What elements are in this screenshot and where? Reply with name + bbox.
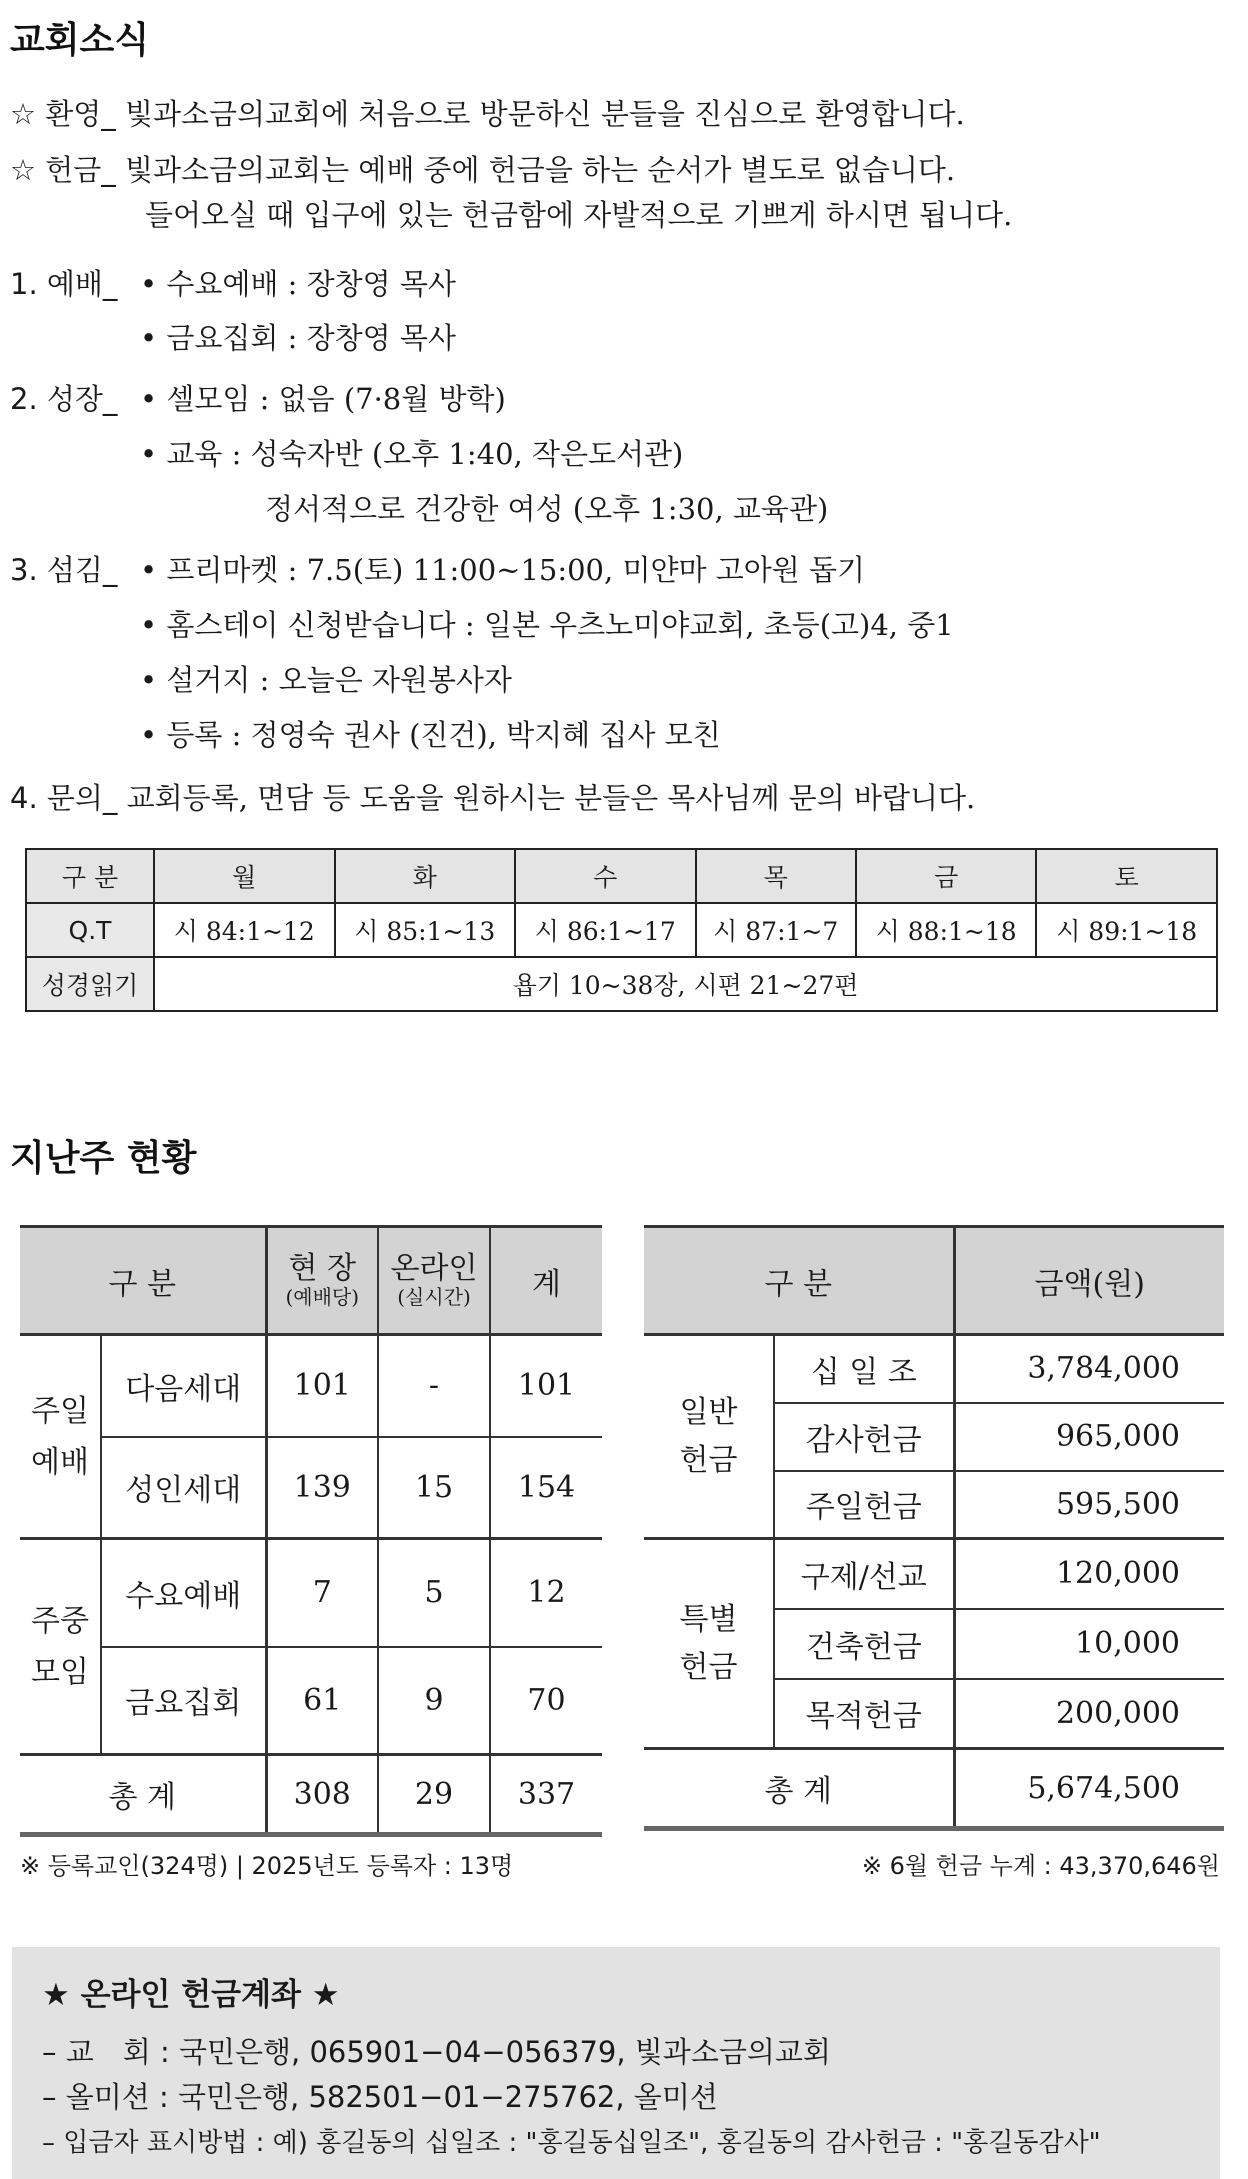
offering-row-name: 주일헌금 (774, 1471, 954, 1539)
qt-cell: 시 88:1~18 (856, 903, 1037, 957)
welcome-label: ☆ 환영_ (10, 97, 116, 131)
header-sub: (예배당) (285, 1285, 360, 1310)
news-item-line: • 금요집회 : 장창영 목사 (140, 321, 456, 355)
offering-text-2: 들어오실 때 입구에 있는 헌금함에 자발적으로 기쁘게 하시면 됩니다. (145, 198, 1013, 232)
qt-cell: 시 89:1~18 (1036, 903, 1217, 957)
attendance-onsite: 101 (266, 1335, 378, 1437)
attendance-row-name: 금요집회 (101, 1647, 266, 1755)
bible-cell: 욥기 10~38장, 시편 21~27편 (154, 957, 1217, 1011)
offering-label: ☆ 헌금_ (10, 153, 116, 187)
news-item-label: 1. 예배_ (10, 267, 118, 301)
news-item-label: 2. 성장_ (10, 382, 118, 416)
news-item-line: • 프리마켓 : 7.5(토) 11:00~15:00, 미얀마 고아원 돕기 (140, 553, 865, 587)
news-item-line: • 셀모임 : 없음 (7·8월 방학) (140, 382, 506, 416)
attendance-total: 12 (490, 1539, 602, 1647)
qt-cell: 시 86:1~17 (515, 903, 696, 957)
offering-group-general: 일반 헌금 (644, 1335, 774, 1539)
offering-header-amount: 금액(원) (954, 1227, 1224, 1335)
attendance-header-onsite (266, 1227, 378, 1335)
qt-cell: 시 87:1~7 (696, 903, 856, 957)
attendance-row-name: 다음세대 (101, 1335, 266, 1437)
attendance-total: 154 (490, 1437, 602, 1539)
offering-table (644, 1225, 1224, 1831)
offering-sum-label: 총 계 (644, 1749, 954, 1829)
attendance-online: 9 (378, 1647, 490, 1755)
attendance-sum-label: 총 계 (20, 1755, 266, 1835)
attendance-header-total: 계 (490, 1227, 602, 1335)
attendance-group-sunday: 주일 예배 (20, 1335, 101, 1539)
qt-day: 금 (856, 849, 1037, 903)
attendance-online: 15 (378, 1437, 490, 1539)
bible-row-label: 성경읽기 (26, 957, 154, 1011)
news-item-label: 4. 문의_ (10, 781, 118, 815)
attendance-onsite: 61 (266, 1647, 378, 1755)
news-item-line: • 등록 : 정영숙 권사 (진건), 박지혜 집사 모친 (140, 718, 721, 752)
qt-cell: 시 85:1~13 (335, 903, 516, 957)
news-item-line: • 수요예배 : 장창영 목사 (140, 267, 456, 301)
offering-sum: 5,674,500 (954, 1749, 1224, 1829)
attendance-onsite: 7 (266, 1539, 378, 1647)
news-item-growth (10, 377, 117, 418)
attendance-total: 101 (490, 1335, 602, 1437)
attendance-row-name: 수요예배 (101, 1539, 266, 1647)
attendance-sum-online: 29 (378, 1755, 490, 1835)
offering-group-special: 특별 헌금 (644, 1539, 774, 1749)
offering-text-1: 빛과소금의교회는 예배 중에 헌금을 하는 순서가 별도로 없습니다. (115, 153, 956, 187)
news-item-service (10, 548, 117, 589)
qt-day: 수 (515, 849, 696, 903)
news-item-inquiry (10, 776, 975, 817)
news-item-line: • 홈스테이 신청받습니다 : 일본 우츠노미야교회, 초등(고)4, 중1 (140, 608, 954, 642)
offering-row-name: 건축헌금 (774, 1609, 954, 1679)
attendance-note: ※ 등록교인(324명) | 2025년도 등록자 : 13명 (20, 1852, 514, 1880)
offering-line (10, 148, 955, 189)
qt-row-label: Q.T (26, 903, 154, 957)
qt-day: 목 (696, 849, 856, 903)
attendance-online: - (378, 1335, 490, 1437)
attendance-header-category: 구 분 (20, 1227, 266, 1335)
attendance-total: 70 (490, 1647, 602, 1755)
attendance-sum-total: 337 (490, 1755, 602, 1835)
qt-day: 월 (154, 849, 335, 903)
bank-line-allmission: – 올미션 : 국민은행, 582501−01−275762, 올미션 (42, 2080, 718, 2114)
offering-row-name: 구제/선교 (774, 1539, 954, 1609)
offering-amount: 10,000 (954, 1609, 1224, 1679)
welcome-text: 빛과소금의교회에 처음으로 방문하신 분들을 진심으로 환영합니다. (115, 97, 965, 131)
bank-line-church: – 교 회 : 국민은행, 065901−04−056379, 빛과소금의교회 (42, 2035, 831, 2069)
attendance-sum-onsite: 308 (266, 1755, 378, 1835)
offering-amount: 965,000 (954, 1403, 1224, 1471)
bank-title: ★ 온라인 헌금계좌 ★ (42, 1977, 340, 2013)
attendance-onsite: 139 (266, 1437, 378, 1539)
attendance-online: 5 (378, 1539, 490, 1647)
attendance-row-name: 성인세대 (101, 1437, 266, 1539)
section-title-news: 교회소식 (10, 20, 150, 61)
qt-day: 토 (1036, 849, 1217, 903)
qt-corner: 구 분 (26, 849, 154, 903)
header-main: 현 장 (288, 1250, 356, 1286)
offering-row-name: 감사헌금 (774, 1403, 954, 1471)
bank-line-deposit-guide: – 입금자 표시방법 : 예) 홍길동의 십일조 : "홍길동십일조", 홍길동의 감사헌금 : "홍길동감사" (42, 2128, 1101, 2158)
news-item-line: 교회등록, 면담 등 도움을 원하시는 분들은 목사님께 문의 바랍니다. (117, 781, 976, 815)
news-item-line: • 설거지 : 오늘은 자원봉사자 (140, 663, 512, 697)
offering-amount: 595,500 (954, 1471, 1224, 1539)
attendance-group-weekday: 주중 모임 (20, 1539, 101, 1755)
section-title-status: 지난주 현황 (10, 1138, 197, 1179)
news-item-line: • 교육 : 성숙자반 (오후 1:40, 작은도서관) (140, 437, 684, 471)
qt-cell: 시 84:1~12 (154, 903, 335, 957)
header-sub: (실시간) (397, 1285, 471, 1310)
news-item-label: 3. 섬김_ (10, 553, 118, 587)
qt-table (25, 848, 1218, 1012)
offering-row-name: 십 일 조 (774, 1335, 954, 1403)
online-offering-account-box (12, 1947, 1220, 2179)
offering-note: ※ 6월 헌금 누계 : 43,370,646원 (861, 1852, 1220, 1880)
offering-amount: 200,000 (954, 1679, 1224, 1749)
offering-amount: 120,000 (954, 1539, 1224, 1609)
news-item-line: 정서적으로 건강한 여성 (오후 1:30, 교육관) (265, 492, 829, 526)
offering-header-category: 구 분 (644, 1227, 954, 1335)
welcome-line (10, 92, 965, 133)
header-main: 온라인 (390, 1250, 478, 1286)
attendance-header-online (378, 1227, 490, 1335)
news-item-worship (10, 262, 117, 303)
offering-amount: 3,784,000 (954, 1335, 1224, 1403)
qt-day: 화 (335, 849, 516, 903)
offering-row-name: 목적헌금 (774, 1679, 954, 1749)
attendance-table (20, 1225, 602, 1837)
